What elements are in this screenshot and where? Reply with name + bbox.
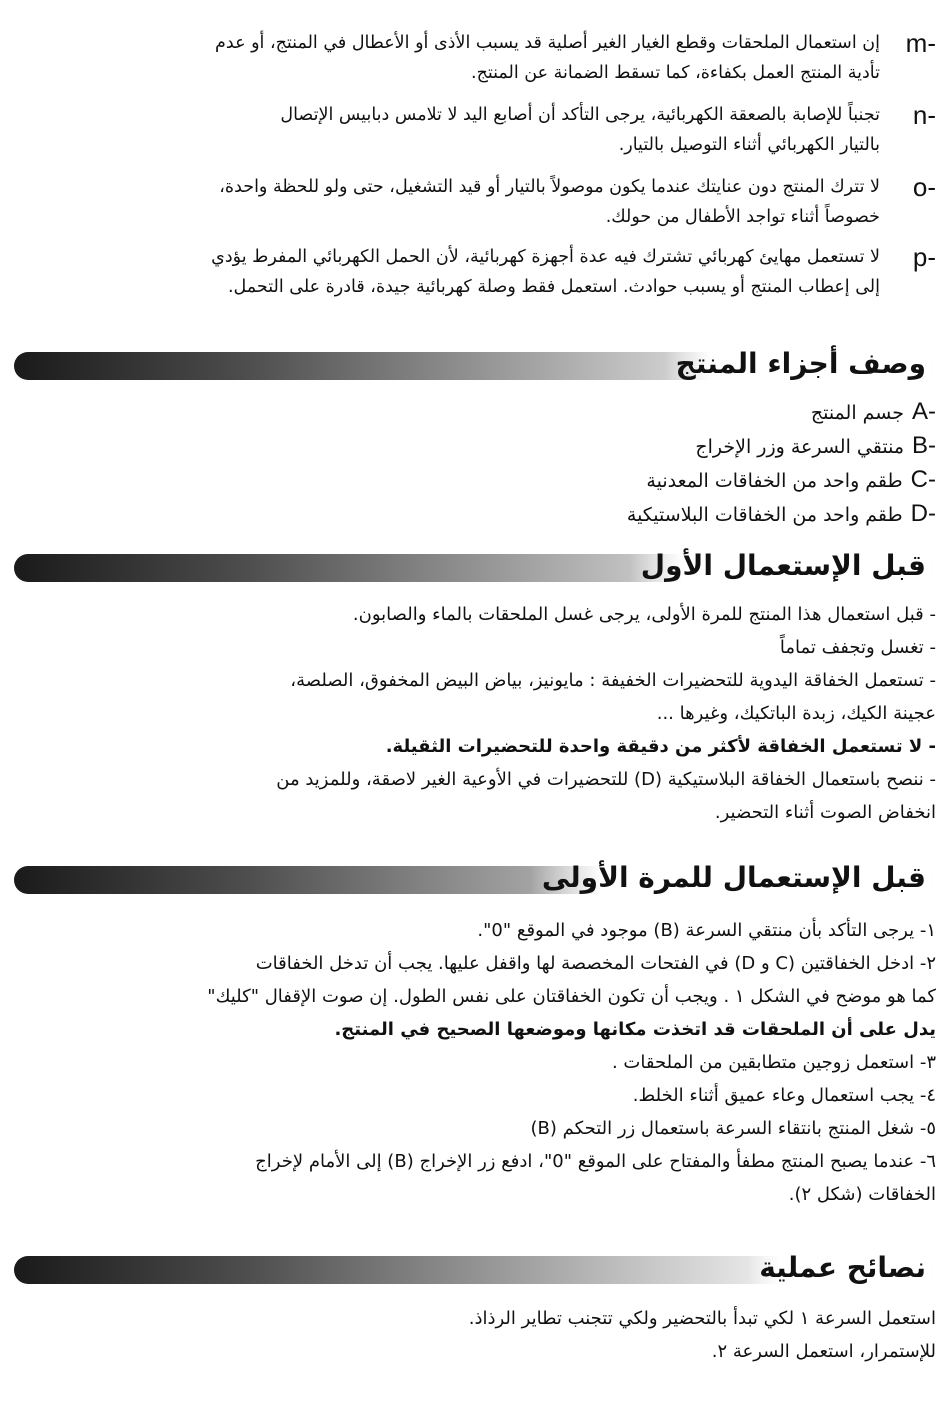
section-title: قبل الإستعمال للمرة الأولى — [530, 856, 930, 900]
section-title: وصف أجزاء المنتج — [664, 342, 930, 386]
warning-text-line: تأدية المنتج العمل بكفاءة، كما تسقط الضمانة عن المنتج. — [471, 63, 880, 83]
warning-text-line: لا تترك المنتج دون عنايتك عندما يكون موصولاً بالتيار أو قيد التشغيل، حتى ولو للحظة واحدة، — [219, 177, 880, 197]
section-header-tips — [14, 1246, 936, 1290]
step-line: الخفاقات (شكل ٢). — [788, 1184, 936, 1205]
warning-item-n — [14, 100, 936, 160]
part-letter: B- — [912, 432, 936, 459]
step-line: ٢- ادخل الخفاقتين (C و D) في الفتحات المخصصة لها واقفل عليها. يجب أن تدخل الخفاقات — [255, 953, 936, 974]
warning-text-line: إلى إعطاب المنتج أو يسبب حوادث. استعمل فقط وصلة كهربائية جيدة، قادرة على التحمل. — [227, 277, 880, 297]
tips-text — [14, 1302, 936, 1368]
text-line-bold: - لا تستعمل الخفاقة لأكثر من دقيقة واحدة للتحضيرات الثقيلة. — [385, 736, 936, 757]
warning-item-m — [14, 28, 936, 88]
step-line: ٥- شغل المنتج بانتقاء السرعة باستعمال زر التحكم (B) — [530, 1118, 936, 1139]
section-title: نصائح عملية — [747, 1246, 930, 1290]
warning-text-line: لا تستعمل مهايئ كهربائي تشترك فيه عدة أجهزة كهربائية، لأن الحمل الكهربائي المفرط يؤدي — [211, 247, 880, 267]
section-header-parts — [14, 342, 936, 386]
text-line: - تستعمل الخفاقة اليدوية للتحضيرات الخفيفة : مايونيز، بياض البيض المخفوق، الصلصة، — [290, 670, 936, 691]
step-line: ١- يرجى التأكد بأن منتقي السرعة (B) موجود في الموقع "0". — [477, 920, 936, 941]
warning-marker: o- — [912, 172, 936, 202]
before-first-use-text — [14, 598, 936, 829]
warning-text-line: إن استعمال الملحقات وقطع الغيار الغير أصلية قد يسبب الأذى أو الأعطال في المنتج، أو عدم — [215, 33, 880, 53]
section-header-before-first-use — [14, 544, 936, 588]
tip-line: للإستمرار، استعمل السرعة ٢. — [711, 1341, 936, 1362]
part-description: جسم المنتج — [810, 402, 904, 424]
parts-list-item — [627, 498, 936, 530]
part-letter: A- — [912, 398, 936, 425]
part-letter: C- — [910, 466, 936, 493]
part-description: طقم واحد من الخفاقات البلاستيكية — [626, 504, 903, 526]
step-line: كما هو موضح في الشكل ١ . ويجب أن تكون الخفاقتان على نفس الطول. إن صوت الإقفال "كليك" — [207, 986, 936, 1007]
section-header-first-time-use — [14, 856, 936, 900]
text-line: - ننصح باستعمال الخفاقة البلاستيكية (D) للتحضيرات في الأوعية الغير لاصقة، وللمزيد من — [276, 769, 936, 790]
warning-marker: m- — [905, 28, 936, 58]
text-line: انخفاض الصوت أثناء التحضير. — [714, 802, 936, 823]
warning-item-o — [14, 172, 936, 232]
part-description: طقم واحد من الخفاقات المعدنية — [646, 470, 903, 492]
part-letter: D- — [910, 500, 936, 527]
text-line: - تغسل وتجفف تماماً — [779, 637, 936, 658]
step-line-bold: يدل على أن الملحقات قد اتخذت مكانها وموضعها الصحيح في المنتج. — [334, 1019, 936, 1040]
first-time-use-steps — [14, 914, 936, 1211]
tip-line: استعمل السرعة ١ لكي تبدأ بالتحضير ولكي تتجنب تطاير الرذاذ. — [468, 1308, 936, 1329]
warning-marker: n- — [912, 100, 936, 130]
warning-marker: p- — [912, 242, 936, 272]
warning-text-line: خصوصاً أثناء تواجد الأطفال من حولك. — [605, 207, 880, 227]
warning-text-line: تجنباً للإصابة بالصعقة الكهربائية، يرجى التأكد أن أصابع اليد لا تلامس دبابيس الإتصال — [280, 105, 880, 125]
text-line: - قبل استعمال هذا المنتج للمرة الأولى، يرجى غسل الملحقات بالماء والصابون. — [352, 604, 936, 625]
text-line: عجينة الكيك، زبدة الباتكيك، وغيرها ... — [656, 703, 936, 724]
parts-list-item — [811, 396, 936, 428]
step-line: ٦- عندما يصبح المنتج مطفأ والمفتاح على الموقع "0"، ادفع زر الإخراج (B) إلى الأمام لإخراج — [255, 1151, 936, 1172]
parts-list-item — [646, 464, 936, 496]
step-line: ٣- استعمل زوجين متطابقين من الملحقات . — [611, 1052, 936, 1073]
part-description: منتقي السرعة وزر الإخراج — [695, 436, 904, 458]
warning-item-p — [14, 242, 936, 302]
step-line: ٤- يجب استعمال وعاء عميق أثناء الخلط. — [632, 1085, 936, 1106]
warning-text-line: بالتيار الكهربائي أثناء التوصيل بالتيار. — [618, 135, 880, 155]
parts-list-item — [695, 430, 936, 462]
section-title: قبل الإستعمال الأول — [629, 544, 930, 588]
